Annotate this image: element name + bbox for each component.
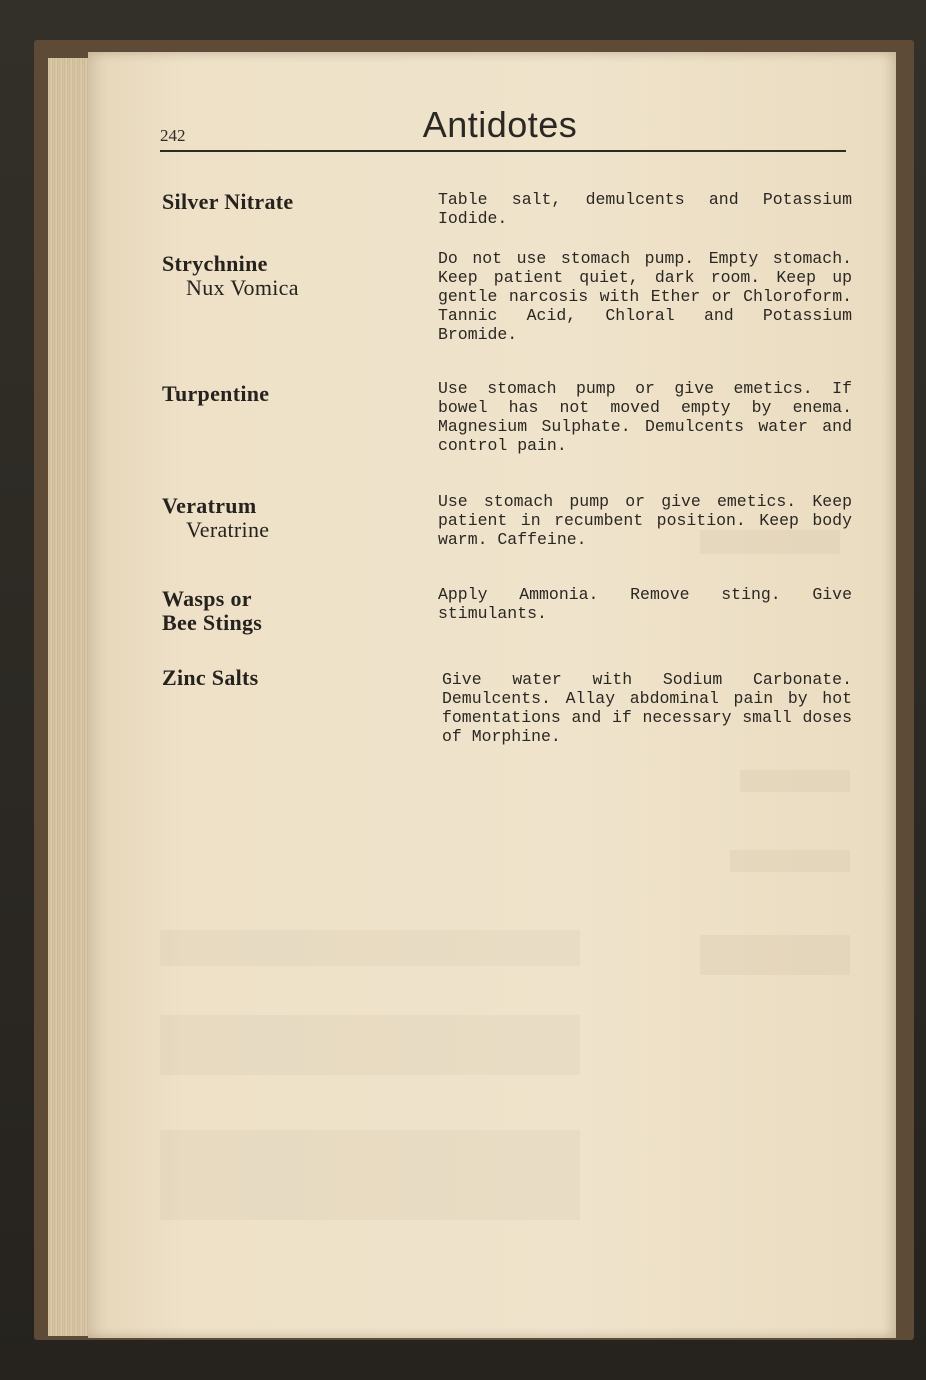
show-through-decoration — [160, 1130, 580, 1220]
page-number: 242 — [160, 126, 186, 145]
poison-name: Turpentine — [162, 381, 270, 406]
poison-name: Zinc Salts — [162, 665, 259, 690]
header-rule — [160, 150, 846, 152]
entry-poison-name — [162, 587, 262, 635]
show-through-decoration — [700, 935, 850, 975]
entry-antidote-text: Give water with Sodium Carbonate. Demulcents. Allay abdominal pain by hot fomentations and if necessary small doses of Morphine. — [442, 670, 852, 746]
entry-poison-name — [162, 494, 269, 542]
entry-poison-name — [162, 190, 293, 214]
entry-poison-name — [162, 382, 269, 406]
poison-name: Wasps or — [162, 586, 252, 611]
show-through-decoration — [740, 770, 850, 792]
poison-name: Veratrum — [162, 493, 257, 518]
show-through-decoration — [160, 930, 580, 966]
show-through-decoration — [730, 850, 850, 872]
entry-antidote-text: Do not use stomach pump. Empty stomach. Keep patient quiet, dark room. Keep up gentle narcosis with Ether or Chloroform. Tannic Acid, Chloral and Potassium Bromide. — [438, 249, 852, 344]
entry-antidote-text: Use stomach pump or give emetics. If bowel has not moved empty by enema. Magnesium Sulphate. Demulcents water and control pain. — [438, 379, 852, 455]
entry-poison-name — [162, 252, 299, 300]
poison-name: Silver Nitrate — [162, 189, 294, 214]
entry-antidote-text: Apply Ammonia. Remove sting. Give stimulants. — [438, 585, 852, 623]
poison-name: Strychnine — [162, 251, 268, 276]
entry-poison-name — [162, 666, 259, 690]
poison-subname: Bee Stings — [162, 610, 263, 635]
entry-antidote-text: Use stomach pump or give emetics. Keep patient in recumbent position. Keep body warm. Caffeine. — [438, 492, 852, 549]
show-through-decoration — [160, 1015, 580, 1075]
entry-antidote-text: Table salt, demulcents and Potassium Iodide. — [438, 190, 852, 228]
poison-subname: Veratrine — [186, 517, 270, 542]
page-title: Antidotes — [422, 104, 578, 145]
poison-subname: Nux Vomica — [186, 275, 299, 300]
